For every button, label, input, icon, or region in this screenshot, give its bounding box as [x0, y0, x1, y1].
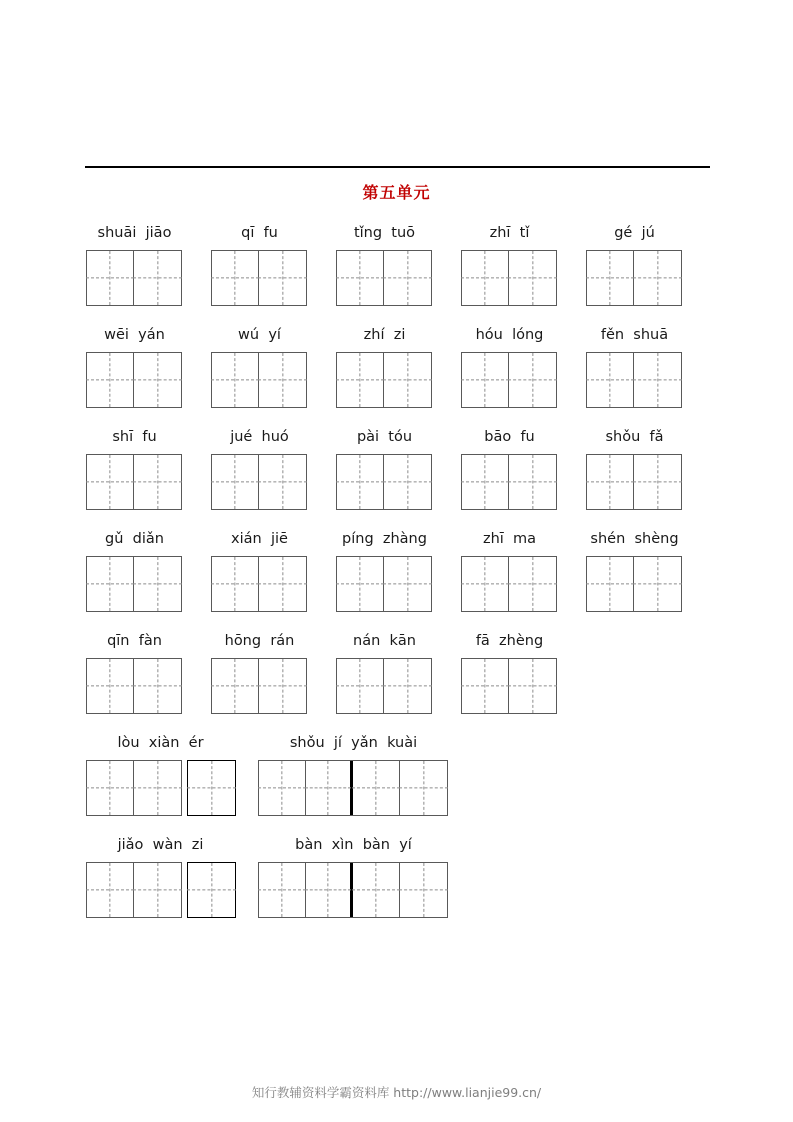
writing-grid-group	[336, 658, 433, 714]
pinyin-prompt	[211, 528, 308, 550]
pinyin-syllable: fu	[142, 429, 157, 445]
pinyin-prompt	[336, 324, 433, 346]
writing-cell[interactable]	[384, 353, 431, 407]
writing-cell[interactable]	[384, 251, 431, 305]
pinyin-prompt	[586, 426, 683, 448]
pinyin-syllable: fu	[520, 429, 535, 445]
writing-grid[interactable]	[86, 352, 182, 408]
writing-cell[interactable]	[353, 761, 400, 815]
pinyin-syllable: yǎn	[351, 735, 378, 751]
pinyin-syllable: fu	[263, 225, 278, 241]
word-entry	[86, 834, 236, 918]
pinyin-syllable: gǔ	[105, 531, 124, 547]
word-entry	[586, 222, 683, 306]
pinyin-prompt	[586, 222, 683, 244]
pinyin-syllable: gé	[614, 225, 633, 241]
writing-cell[interactable]	[462, 557, 509, 611]
writing-grid[interactable]	[461, 352, 557, 408]
writing-cell[interactable]	[134, 353, 181, 407]
writing-grid-group	[211, 556, 308, 612]
writing-grid-group	[258, 862, 449, 918]
writing-grid-group	[86, 352, 183, 408]
pinyin-syllable: jí	[333, 735, 342, 751]
footer-watermark: 知行教辅资料学霸资料库 http://www.lianjie99.cn/	[251, 1085, 542, 1100]
writing-grid[interactable]	[86, 658, 182, 714]
writing-cell[interactable]	[212, 455, 259, 509]
writing-grid-group	[86, 862, 236, 918]
header-divider	[85, 166, 710, 168]
pinyin-prompt	[336, 222, 433, 244]
writing-cell[interactable]	[587, 557, 634, 611]
word-entry	[211, 222, 308, 306]
writing-cell[interactable]	[188, 761, 235, 815]
writing-cell[interactable]	[259, 557, 306, 611]
writing-grid[interactable]	[86, 556, 182, 612]
writing-grid[interactable]	[211, 352, 307, 408]
writing-cell[interactable]	[212, 353, 259, 407]
word-entry	[211, 324, 308, 408]
writing-cell[interactable]	[384, 659, 431, 713]
word-entry	[461, 222, 558, 306]
pinyin-syllable: zhī	[482, 531, 504, 547]
word-entry	[336, 324, 433, 408]
writing-cell[interactable]	[259, 659, 306, 713]
writing-cell[interactable]	[587, 455, 634, 509]
writing-cell[interactable]	[462, 659, 509, 713]
writing-grid[interactable]	[258, 862, 448, 918]
pinyin-prompt	[336, 426, 433, 448]
writing-cell[interactable]	[212, 659, 259, 713]
writing-cell[interactable]	[259, 353, 306, 407]
pinyin-syllable: shǒu	[605, 429, 641, 445]
writing-grid-group	[86, 658, 183, 714]
writing-cell[interactable]	[259, 863, 306, 917]
writing-cell[interactable]	[87, 863, 134, 917]
writing-grid-group	[86, 454, 183, 510]
word-entry	[461, 426, 558, 510]
word-entry	[586, 324, 683, 408]
pinyin-syllable: qīn	[107, 633, 130, 649]
pinyin-syllable: tǐ	[519, 225, 530, 241]
writing-grid[interactable]	[586, 352, 682, 408]
pinyin-syllable: zi	[191, 837, 204, 853]
writing-cell[interactable]	[384, 557, 431, 611]
writing-grid-group	[336, 352, 433, 408]
writing-cell[interactable]	[87, 455, 134, 509]
writing-grid-group	[211, 352, 308, 408]
writing-grid-group	[211, 454, 308, 510]
pinyin-syllable: shī	[112, 429, 134, 445]
writing-grid-group	[586, 352, 683, 408]
pinyin-syllable: ma	[513, 531, 537, 547]
pinyin-prompt	[258, 834, 449, 856]
writing-grid[interactable]	[211, 556, 307, 612]
writing-cell[interactable]	[134, 251, 181, 305]
writing-grid-group	[461, 556, 558, 612]
writing-cell[interactable]	[87, 659, 134, 713]
word-entry	[336, 222, 433, 306]
writing-cell[interactable]	[337, 353, 384, 407]
writing-grid[interactable]	[336, 352, 432, 408]
writing-grid[interactable]	[336, 454, 432, 510]
writing-cell[interactable]	[462, 455, 509, 509]
writing-cell[interactable]	[259, 251, 306, 305]
writing-cell[interactable]	[306, 761, 353, 815]
writing-cell[interactable]	[462, 251, 509, 305]
pinyin-syllable: kuài	[387, 735, 418, 751]
writing-cell[interactable]	[384, 455, 431, 509]
pinyin-prompt	[258, 732, 449, 754]
pinyin-syllable: wú	[238, 327, 260, 343]
writing-cell[interactable]	[587, 353, 634, 407]
pinyin-syllable: tǐng	[353, 225, 383, 241]
writing-grid[interactable]	[586, 556, 682, 612]
word-entry	[86, 528, 183, 612]
word-entry	[86, 732, 236, 816]
writing-cell[interactable]	[509, 455, 556, 509]
writing-grid-group	[258, 760, 449, 816]
pinyin-syllable: zhàng	[382, 531, 427, 547]
pinyin-syllable: fàn	[138, 633, 162, 649]
pinyin-syllable: wàn	[152, 837, 183, 853]
writing-grid-single[interactable]	[187, 862, 236, 918]
writing-cell[interactable]	[353, 863, 400, 917]
pinyin-prompt	[336, 528, 433, 550]
writing-cell[interactable]	[212, 251, 259, 305]
writing-grid[interactable]	[461, 658, 557, 714]
writing-cell[interactable]	[87, 353, 134, 407]
writing-grid-group	[86, 556, 183, 612]
pinyin-syllable: xìn	[331, 837, 354, 853]
pinyin-syllable: yí	[399, 837, 412, 853]
writing-grid[interactable]	[258, 760, 448, 816]
pinyin-syllable: hōng	[224, 633, 262, 649]
writing-cell[interactable]	[634, 251, 681, 305]
pinyin-syllable: tóu	[388, 429, 413, 445]
writing-grid[interactable]	[86, 250, 182, 306]
writing-cell[interactable]	[509, 659, 556, 713]
writing-cell[interactable]	[134, 455, 181, 509]
pinyin-syllable: bàn	[295, 837, 323, 853]
pinyin-syllable: jiē	[270, 531, 288, 547]
pinyin-syllable: shèng	[634, 531, 679, 547]
writing-grid[interactable]	[336, 250, 432, 306]
word-entry	[86, 324, 183, 408]
pinyin-syllable: jiāo	[145, 225, 172, 241]
writing-cell[interactable]	[259, 761, 306, 815]
writing-grid-single[interactable]	[187, 760, 236, 816]
writing-grid-group	[461, 658, 558, 714]
pinyin-prompt	[461, 426, 558, 448]
pinyin-syllable: pài	[356, 429, 380, 445]
writing-cell[interactable]	[212, 557, 259, 611]
pinyin-syllable: bāo	[484, 429, 512, 445]
writing-cell[interactable]	[87, 557, 134, 611]
writing-grid[interactable]	[86, 862, 182, 918]
pinyin-syllable: nán	[353, 633, 381, 649]
word-entry	[258, 834, 449, 918]
pinyin-syllable: yí	[268, 327, 281, 343]
pinyin-syllable: jué	[230, 429, 253, 445]
writing-cell[interactable]	[134, 863, 181, 917]
writing-cell[interactable]	[134, 761, 181, 815]
pinyin-syllable: rán	[270, 633, 295, 649]
word-entry	[336, 426, 433, 510]
pinyin-prompt	[211, 324, 308, 346]
word-entry	[86, 222, 183, 306]
pinyin-syllable: jú	[641, 225, 655, 241]
writing-grid[interactable]	[461, 250, 557, 306]
word-entry	[211, 630, 308, 714]
pinyin-syllable: fěn	[600, 327, 625, 343]
writing-cell[interactable]	[587, 251, 634, 305]
writing-grid-group	[586, 556, 683, 612]
writing-cell[interactable]	[509, 557, 556, 611]
pinyin-syllable: hóu	[475, 327, 503, 343]
pinyin-syllable: zhí	[363, 327, 385, 343]
writing-cell[interactable]	[634, 455, 681, 509]
writing-cell[interactable]	[634, 353, 681, 407]
writing-cell[interactable]	[337, 557, 384, 611]
writing-cell[interactable]	[337, 659, 384, 713]
writing-cell[interactable]	[337, 455, 384, 509]
writing-grid[interactable]	[211, 658, 307, 714]
pinyin-syllable: shǒu	[289, 735, 325, 751]
pinyin-prompt	[86, 834, 235, 856]
writing-grid[interactable]	[586, 454, 682, 510]
pinyin-syllable: qī	[241, 225, 255, 241]
pinyin-prompt	[86, 630, 183, 652]
pinyin-syllable: zhī	[489, 225, 511, 241]
pinyin-syllable: diǎn	[132, 531, 164, 547]
writing-cell[interactable]	[87, 251, 134, 305]
writing-cell[interactable]	[462, 353, 509, 407]
pinyin-prompt	[336, 630, 433, 652]
writing-grid[interactable]	[211, 250, 307, 306]
pinyin-syllable: xián	[231, 531, 262, 547]
word-entry	[461, 324, 558, 408]
writing-cell[interactable]	[509, 251, 556, 305]
word-entry	[336, 528, 433, 612]
writing-grid[interactable]	[461, 454, 557, 510]
pinyin-syllable: zi	[393, 327, 406, 343]
pinyin-syllable: shuā	[633, 327, 669, 343]
writing-grid[interactable]	[86, 760, 182, 816]
word-entry	[258, 732, 449, 816]
pinyin-syllable: shuāi	[97, 225, 137, 241]
pinyin-prompt	[86, 222, 183, 244]
word-entry	[336, 630, 433, 714]
word-entry	[211, 426, 308, 510]
writing-grid-group	[211, 658, 308, 714]
pinyin-syllable: yán	[138, 327, 165, 343]
writing-grid-group	[336, 556, 433, 612]
writing-grid-group	[461, 352, 558, 408]
writing-cell[interactable]	[188, 863, 235, 917]
writing-cell[interactable]	[134, 659, 181, 713]
pinyin-prompt	[211, 222, 308, 244]
writing-grid[interactable]	[586, 250, 682, 306]
pinyin-syllable: xiàn	[148, 735, 180, 751]
writing-grid-group	[211, 250, 308, 306]
writing-cell[interactable]	[400, 761, 447, 815]
writing-grid-group	[336, 250, 433, 306]
writing-cell[interactable]	[337, 251, 384, 305]
writing-grid-group	[586, 250, 683, 306]
writing-cell[interactable]	[134, 557, 181, 611]
writing-cell[interactable]	[634, 557, 681, 611]
pinyin-prompt	[86, 732, 235, 754]
writing-cell[interactable]	[509, 353, 556, 407]
pinyin-syllable: fǎ	[649, 429, 664, 445]
writing-grid-group	[586, 454, 683, 510]
pinyin-prompt	[461, 324, 558, 346]
pinyin-syllable: fā	[475, 633, 490, 649]
pinyin-prompt	[461, 528, 558, 550]
pinyin-syllable: shén	[590, 531, 626, 547]
writing-grid-group	[461, 454, 558, 510]
writing-cell[interactable]	[87, 761, 134, 815]
word-entry	[86, 426, 183, 510]
word-entry	[211, 528, 308, 612]
pinyin-syllable: píng	[342, 531, 374, 547]
pinyin-prompt	[586, 528, 683, 550]
pinyin-syllable: kān	[389, 633, 416, 649]
writing-cell[interactable]	[306, 863, 353, 917]
pinyin-syllable: ér	[188, 735, 204, 751]
writing-grid[interactable]	[336, 556, 432, 612]
pinyin-prompt	[86, 426, 183, 448]
writing-grid-group	[461, 250, 558, 306]
writing-grid-group	[86, 250, 183, 306]
writing-grid[interactable]	[336, 658, 432, 714]
writing-cell[interactable]	[400, 863, 447, 917]
word-entry	[461, 630, 558, 714]
writing-cell[interactable]	[259, 455, 306, 509]
pinyin-prompt	[86, 324, 183, 346]
writing-grid[interactable]	[211, 454, 307, 510]
pinyin-syllable: jiǎo	[117, 837, 144, 853]
pinyin-prompt	[586, 324, 683, 346]
writing-grid-group	[86, 760, 236, 816]
pinyin-prompt	[211, 630, 308, 652]
writing-grid[interactable]	[86, 454, 182, 510]
pinyin-syllable: huó	[261, 429, 289, 445]
word-entry	[586, 426, 683, 510]
pinyin-syllable: bàn	[362, 837, 390, 853]
pinyin-syllable: tuō	[391, 225, 416, 241]
pinyin-prompt	[461, 630, 558, 652]
pinyin-prompt	[211, 426, 308, 448]
pinyin-syllable: wēi	[104, 327, 129, 343]
pinyin-syllable: zhèng	[499, 633, 544, 649]
page-title: 第五单元	[362, 183, 431, 202]
pinyin-syllable: lóng	[512, 327, 544, 343]
word-entry	[586, 528, 683, 612]
pinyin-syllable: lòu	[117, 735, 140, 751]
word-entry	[461, 528, 558, 612]
writing-grid-group	[336, 454, 433, 510]
pinyin-prompt	[461, 222, 558, 244]
writing-grid[interactable]	[461, 556, 557, 612]
word-entry	[86, 630, 183, 714]
pinyin-prompt	[86, 528, 183, 550]
